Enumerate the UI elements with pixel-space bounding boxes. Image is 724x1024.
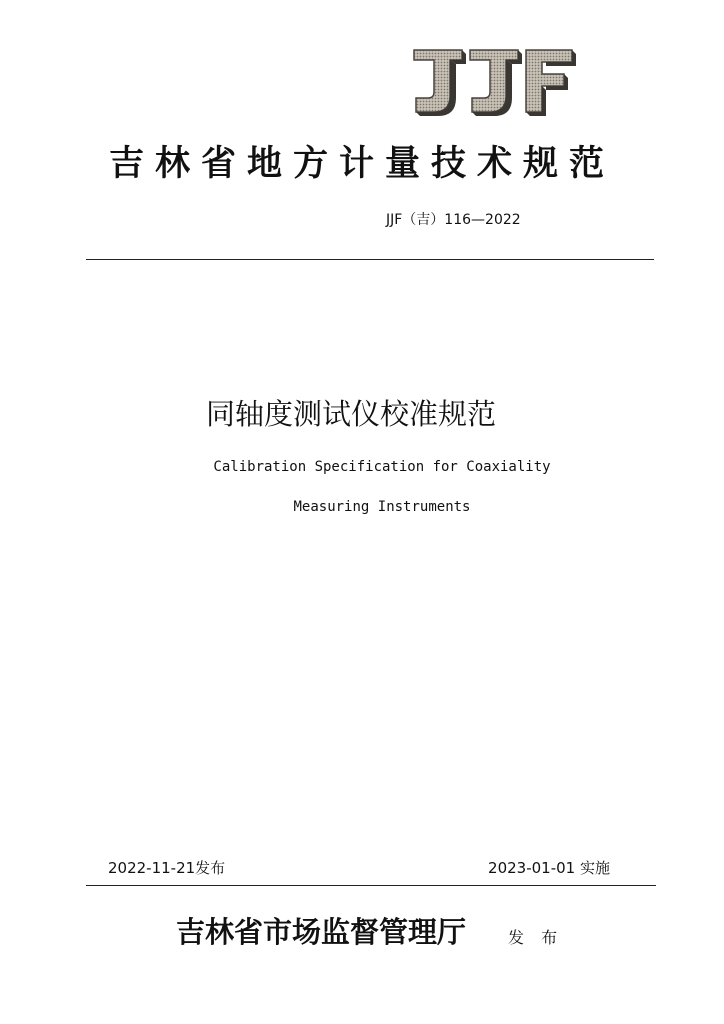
- document-title-english-line-1: Calibration Specification for Coaxiality: [213, 459, 551, 475]
- series-title: 吉林省地方计量技术规范: [108, 143, 615, 184]
- document-title-english-line-2: Measuring Instruments: [293, 499, 471, 515]
- issue-date: 2022-11-21发布: [108, 859, 226, 877]
- top-divider: [86, 259, 654, 260]
- document-title-chinese: 同轴度测试仪校准规范: [206, 397, 497, 431]
- publish-label: 发 布: [508, 928, 564, 947]
- effective-date: 2023-01-01 实施: [488, 859, 610, 877]
- bottom-divider: [86, 885, 656, 886]
- publisher-name: 吉林省市场监督管理厅: [176, 915, 467, 949]
- jjf-logo: [410, 46, 578, 118]
- standard-number: JJF（吉）116—2022: [386, 212, 521, 228]
